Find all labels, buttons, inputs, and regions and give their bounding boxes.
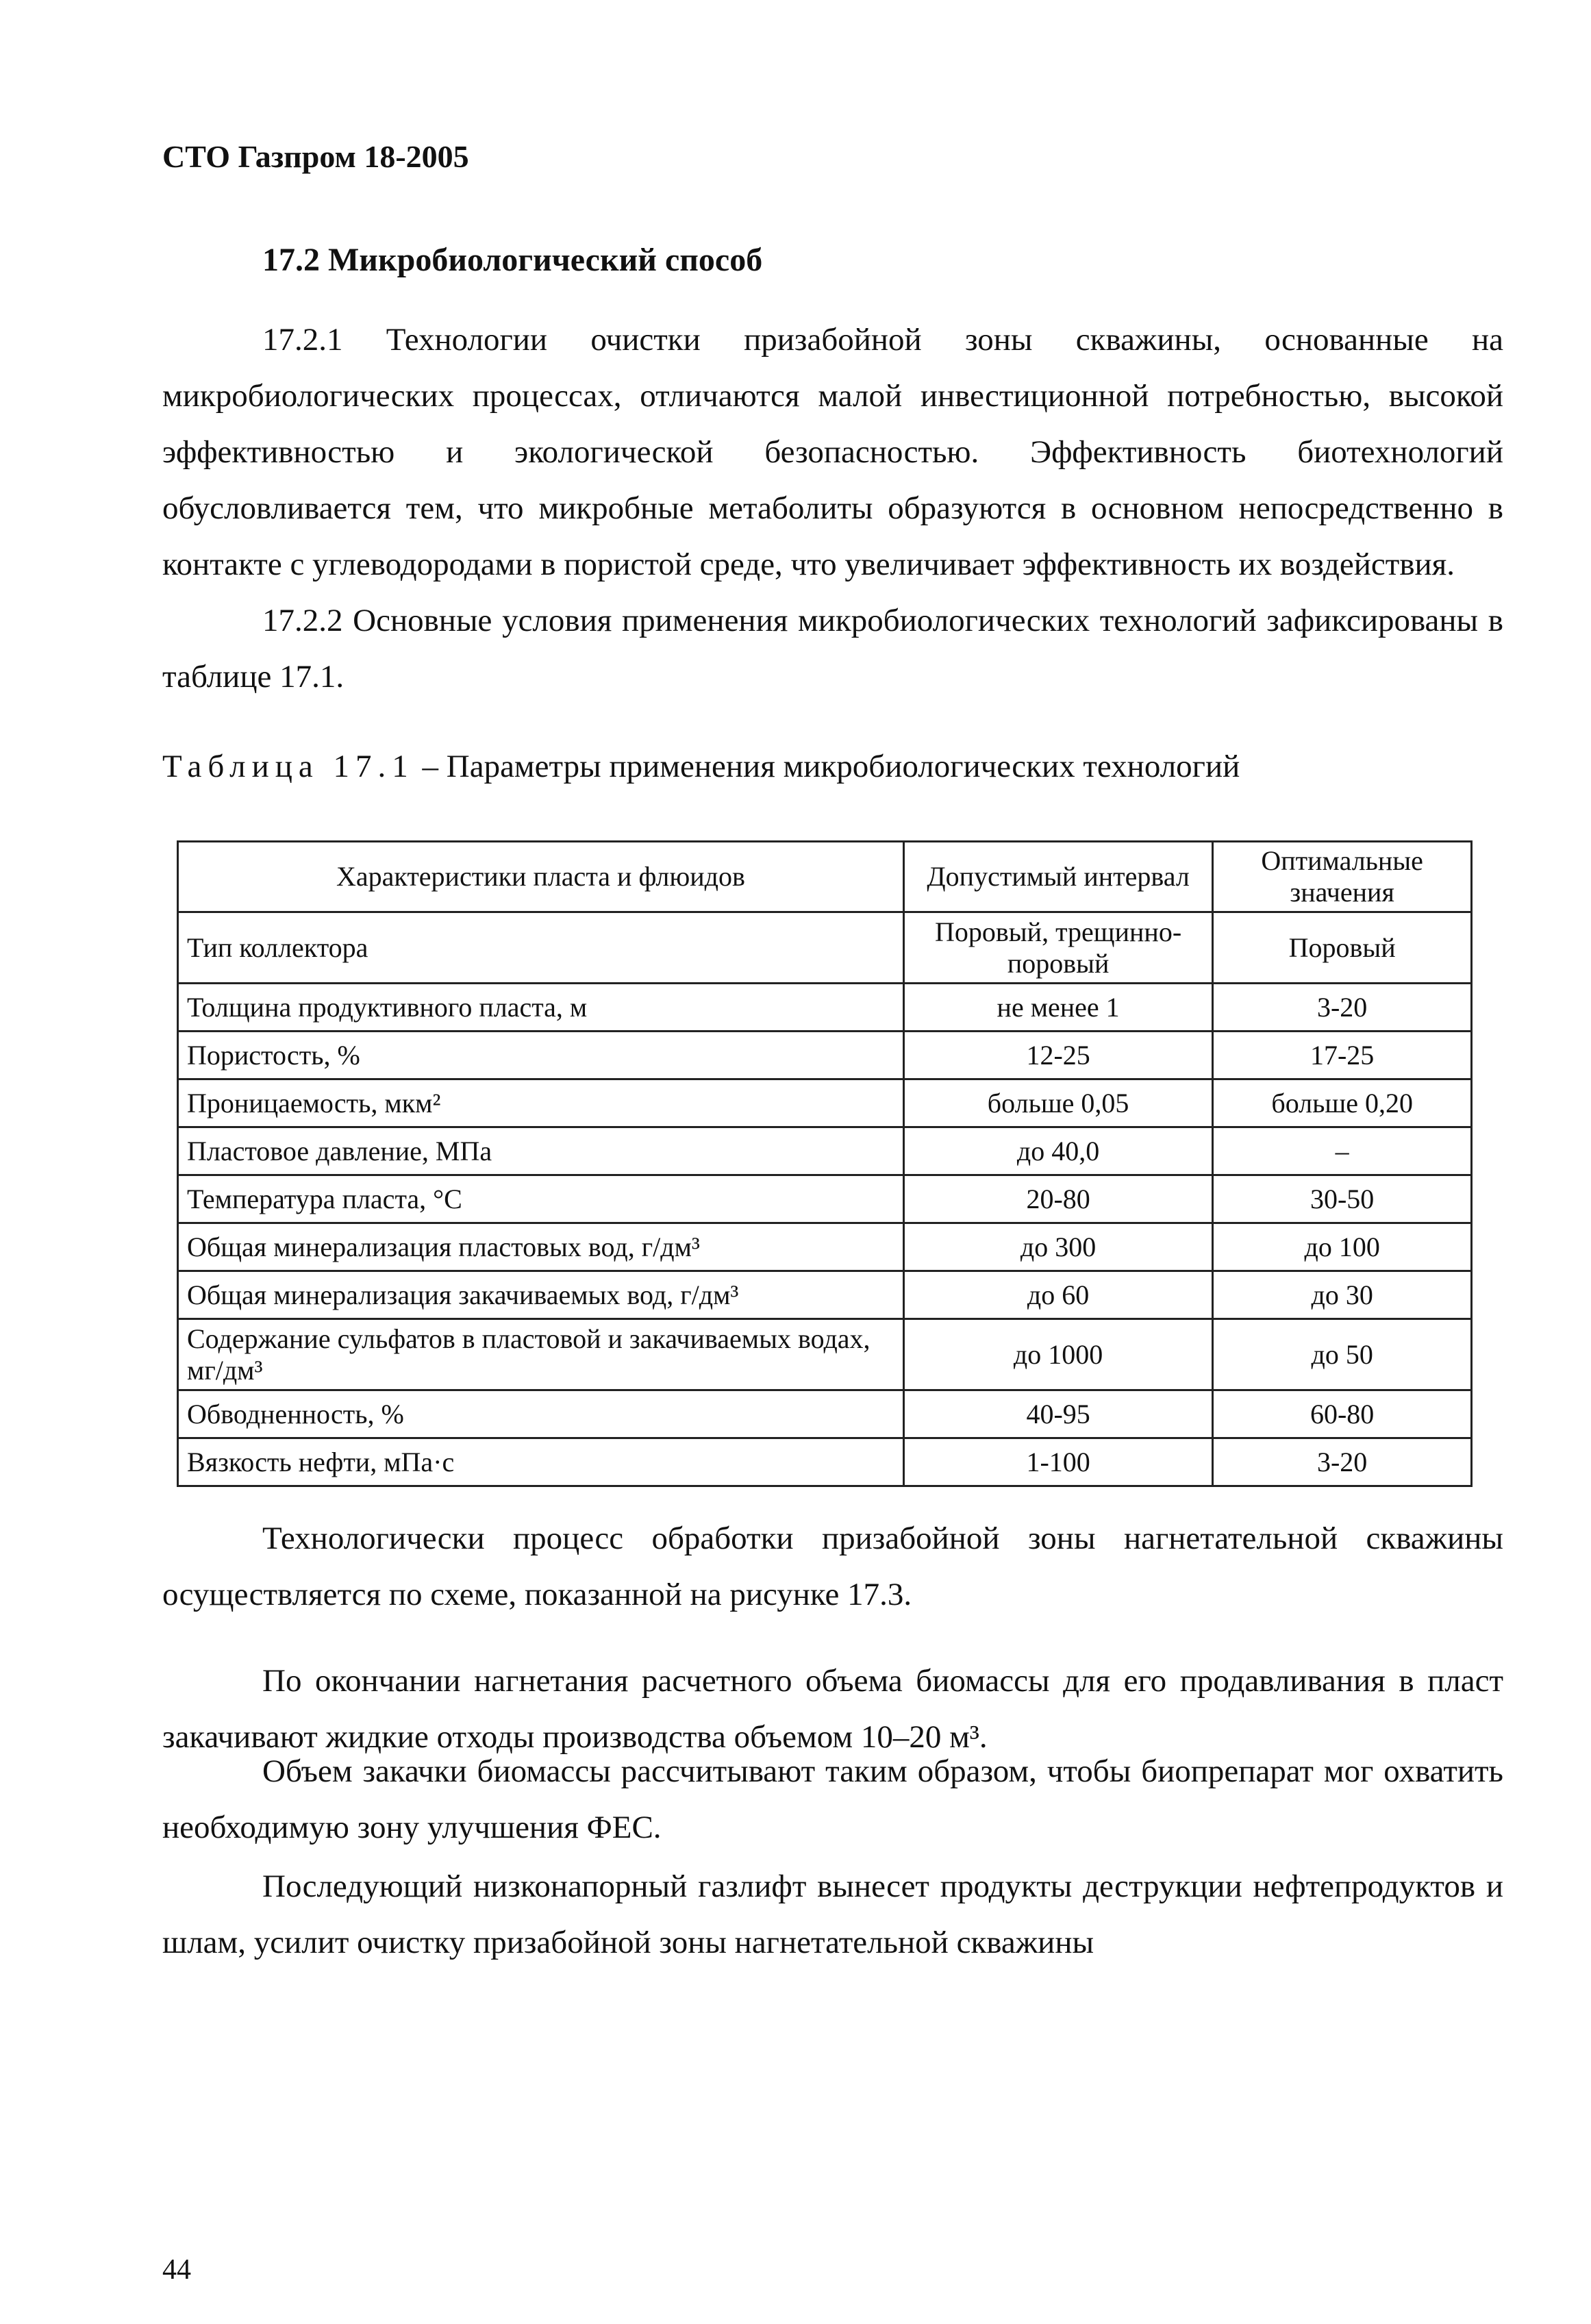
table-cell: больше 0,05	[903, 1079, 1212, 1127]
table-row	[178, 1438, 1472, 1486]
table-cell: Содержание сульфатов в пластовой и закачиваемых водах, мг/дм³	[178, 1319, 904, 1390]
table-cell: Тип коллектора	[178, 912, 904, 984]
table-header-cell: Характеристики пласта и флюидов	[178, 842, 904, 912]
table-cell: Проницаемость, мкм²	[178, 1079, 904, 1127]
table-header-cell: Допустимый интервал	[903, 842, 1212, 912]
table-cell: до 1000	[903, 1319, 1212, 1390]
table-cell: 12-25	[903, 1032, 1212, 1079]
table-row	[178, 1319, 1472, 1390]
table-caption-label: Таблица 17.1	[162, 749, 414, 784]
table-cell: 20-80	[903, 1175, 1212, 1223]
table-cell: Поровый, трещинно-поровый	[903, 912, 1212, 984]
table-cell: Поровый	[1213, 912, 1472, 984]
table-cell: Пористость, %	[178, 1032, 904, 1079]
table-cell: до 40,0	[903, 1127, 1212, 1175]
table-cell: Температура пласта, °С	[178, 1175, 904, 1223]
table-cell: Пластовое давление, МПа	[178, 1127, 904, 1175]
table-cell: больше 0,20	[1213, 1079, 1472, 1127]
paragraph-17-2-2: 17.2.2 Основные условия применения микробиологических технологий зафиксированы в таблице 17.1.	[162, 603, 1503, 695]
table-cell: Вязкость нефти, мПа·с	[178, 1438, 904, 1486]
document-header: СТО Газпром 18-2005	[162, 139, 469, 174]
table-row	[178, 1223, 1472, 1271]
table-header-cell: Оптимальные значения	[1213, 842, 1472, 912]
table-row	[178, 1079, 1472, 1127]
table-cell: 30-50	[1213, 1175, 1472, 1223]
table-caption-text: – Параметры применения микробиологических технологий	[422, 749, 1240, 784]
table-row	[178, 912, 1472, 984]
table-cell: Обводненность, %	[178, 1390, 904, 1438]
table-caption	[162, 748, 1240, 785]
table-row	[178, 1032, 1472, 1079]
table-cell: 3-20	[1213, 984, 1472, 1032]
page-number: 44	[162, 2254, 191, 2286]
table-row	[178, 1390, 1472, 1438]
table-cell: не менее 1	[903, 984, 1212, 1032]
table-cell: 40-95	[903, 1390, 1212, 1438]
table-header-row	[178, 842, 1472, 912]
paragraph-process: Технологически процесс обработки призабойной зоны нагнетательной скважины осуществляется по схеме, показанной на рисунке 17.3.	[162, 1521, 1503, 1612]
paragraph-gaslift: Последующий низконапорный газлифт вынесет продукты деструкции нефтепродуктов и шлам, усилит очистку призабойной зоны нагнетательной скважины	[162, 1869, 1503, 1960]
table-cell: 1-100	[903, 1438, 1212, 1486]
table-cell: до 30	[1213, 1271, 1472, 1319]
table-cell: 3-20	[1213, 1438, 1472, 1486]
table-cell: Общая минерализация пластовых вод, г/дм³	[178, 1223, 904, 1271]
table-row	[178, 984, 1472, 1032]
table-cell: до 100	[1213, 1223, 1472, 1271]
table-row	[178, 1271, 1472, 1319]
table-cell: 17-25	[1213, 1032, 1472, 1079]
table-cell: до 300	[903, 1223, 1212, 1271]
paragraph-volume: Объем закачки биомассы рассчитывают таким образом, чтобы биопрепарат мог охватить необходимую зону улучшения ФЕС.	[162, 1753, 1503, 1845]
parameters-table	[177, 840, 1473, 1487]
table-row	[178, 1175, 1472, 1223]
table-cell: –	[1213, 1127, 1472, 1175]
paragraph-injection: По окончании нагнетания расчетного объема биомассы для его продавливания в пласт закачивают жидкие отходы производства объемом 10–20 м³.	[162, 1663, 1503, 1755]
table-row	[178, 1127, 1472, 1175]
table-cell: Общая минерализация закачиваемых вод, г/дм³	[178, 1271, 904, 1319]
table-cell: до 50	[1213, 1319, 1472, 1390]
table-cell: 60-80	[1213, 1390, 1472, 1438]
section-title: 17.2 Микробиологический способ	[262, 242, 763, 278]
paragraph-17-2-1: 17.2.1 Технологии очистки призабойной зоны скважины, основанные на микробиологических процессах, отличаются малой инвестиционной потребностью, высокой эффективностью и экологической безопасностью. Эффективность биотехнологий обусловливается тем, что микробные метаболиты образуются в основном непосредственно в контакте с углеводородами в пористой среде, что увеличивает эффективность их воздействия.	[162, 322, 1503, 582]
table-cell: до 60	[903, 1271, 1212, 1319]
table-cell: Толщина продуктивного пласта, м	[178, 984, 904, 1032]
